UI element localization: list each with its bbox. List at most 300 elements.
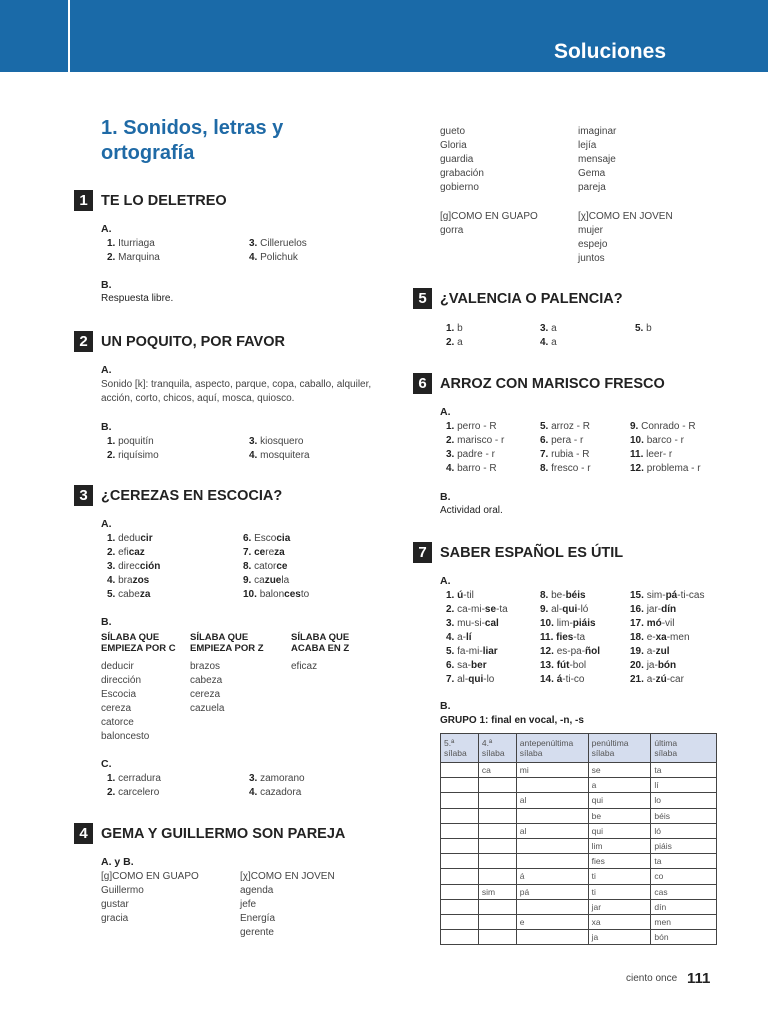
chapter-title-line1: 1. Sonidos, letras y [101, 117, 284, 139]
syllable: a- [646, 646, 656, 657]
syllable-bold: za [274, 547, 285, 558]
item-number: 3. [107, 561, 116, 572]
section-title: UN POQUITO, POR FAVOR [101, 333, 285, 350]
item-text: pera - r [551, 435, 584, 446]
stressed-syllable: lí [466, 632, 472, 643]
item-number: 3. [249, 436, 258, 447]
item-number: 15. [630, 590, 647, 601]
item-text: poquitín [118, 436, 154, 447]
syllable: ja- [646, 660, 658, 671]
column-header: 5.ª sílaba [441, 734, 479, 763]
table-cell [478, 914, 516, 929]
syllable: es-pa- [556, 646, 586, 657]
item-number: 2. [107, 252, 116, 263]
list-item: pareja [578, 182, 606, 193]
item-number: 3. [540, 323, 549, 334]
table-cell: xa [588, 914, 651, 929]
item-number: 11. [630, 449, 644, 460]
header-bar [0, 0, 768, 72]
table-cell: á [516, 869, 588, 884]
item-text: kiosquero [260, 436, 304, 447]
item-number: 18. [630, 632, 647, 643]
list-item [243, 574, 309, 588]
list-item: gueto [440, 126, 466, 137]
column-header: [g]COMO EN GUAPO [440, 211, 538, 222]
syllable: mu-si- [457, 618, 485, 629]
list-item: brazos [190, 661, 221, 672]
section-2-heading [74, 331, 285, 352]
syllable: be- [551, 590, 566, 601]
syllable: fa-mi- [457, 646, 483, 657]
item-number: 1. [107, 773, 116, 784]
list-item [630, 659, 704, 673]
table-cell [441, 778, 479, 793]
item-number: 1. [446, 590, 458, 601]
item-text: arroz - R [551, 421, 591, 432]
column-header: SÍLABA QUE [190, 632, 249, 643]
syllable: to [300, 589, 310, 600]
footer-text: ciento once [626, 973, 678, 984]
item-number: 7. [446, 674, 458, 685]
list-item: grabación [440, 168, 484, 179]
syllable: efi [118, 547, 129, 558]
section-number: 3 [74, 485, 93, 506]
stressed-syllable: liar [482, 646, 498, 657]
item-number: 2. [446, 604, 458, 615]
table-row [441, 838, 717, 853]
table-cell: cas [651, 884, 717, 899]
s1-a-col1 [107, 237, 160, 265]
list-item: eficaz [291, 661, 318, 672]
syllable: sa- [457, 660, 472, 671]
item-number: 4. [249, 450, 258, 461]
column-header: ACABA EN Z [291, 643, 350, 654]
list-item [540, 589, 600, 603]
s7-a-label: A. [440, 575, 451, 587]
table-cell: pá [516, 884, 588, 899]
list-item: jefe [240, 899, 257, 910]
table-cell: jar [588, 899, 651, 914]
table-cell: sim [478, 884, 516, 899]
table-row [441, 778, 717, 793]
syllable: Esco [254, 533, 277, 544]
table-cell [441, 899, 479, 914]
column-header: [χ]COMO EN JOVEN [578, 211, 673, 222]
syllable-bold: ce [276, 561, 288, 572]
list-item [540, 617, 600, 631]
table-cell [441, 808, 479, 823]
table-cell [516, 778, 588, 793]
s2-a-line2: acción, corto, chicos, aquí, mosca, quiosco. [101, 393, 295, 404]
table-cell: lim [588, 838, 651, 853]
s4-cont-col1 [440, 125, 484, 195]
table-cell [441, 838, 479, 853]
item-number: 8. [540, 463, 549, 474]
table-cell [441, 884, 479, 899]
list-item [540, 659, 600, 673]
s2-a-text [101, 378, 371, 406]
item-number: 8. [243, 561, 252, 572]
chapter-title-line2: ortografía [101, 142, 195, 164]
list-item [630, 589, 704, 603]
item-text: leer- r [646, 449, 673, 460]
item-number: 6. [446, 660, 458, 671]
table-cell: bón [651, 930, 717, 945]
table-cell [478, 778, 516, 793]
item-number: 2. [446, 337, 455, 348]
list-item: deducir [101, 661, 134, 672]
item-number: 1. [446, 421, 455, 432]
list-item: gracia [101, 913, 129, 924]
list-item [107, 560, 160, 574]
table-cell: al [516, 793, 588, 808]
table-cell: ta [651, 763, 717, 778]
syllable-bold: za [139, 589, 151, 600]
table-cell: ti [588, 869, 651, 884]
item-text: b [457, 323, 463, 334]
s4-cont-g-col [440, 210, 538, 238]
section-number: 1 [74, 190, 93, 211]
stressed-syllable: bón [657, 660, 677, 671]
section-6-heading [413, 373, 665, 394]
s3-c-label: C. [101, 758, 112, 770]
section-number: 2 [74, 331, 93, 352]
s3-c-col2 [249, 772, 305, 800]
list-item [243, 560, 309, 574]
s2-a-line1: Sonido [k]: tranquila, aspecto, parque, copa, caballo, alquiler, [101, 379, 372, 390]
item-text: Cilleruelos [260, 238, 307, 249]
s3-b-col2 [190, 660, 224, 716]
syllable-table [440, 733, 717, 945]
item-text: rubia - R [551, 449, 590, 460]
list-item: cereza [101, 703, 132, 714]
list-item: agenda [240, 885, 274, 896]
item-number: 11. [540, 632, 557, 643]
list-item [540, 631, 600, 645]
list-item [243, 532, 309, 546]
stressed-syllable: ú [457, 590, 464, 601]
list-item: juntos [578, 253, 605, 264]
item-text: zamorano [260, 773, 305, 784]
table-cell: men [651, 914, 717, 929]
table-cell: qui [588, 793, 651, 808]
syllable: lim- [556, 618, 573, 629]
syllable: direc [118, 561, 140, 572]
s4-x-col [240, 870, 335, 940]
list-item: gorra [440, 225, 464, 236]
item-number: 10. [540, 618, 557, 629]
list-item [540, 673, 600, 687]
list-item: lejía [578, 140, 597, 151]
list-item [630, 645, 704, 659]
stressed-syllable: fies [556, 632, 574, 643]
s5-col3 [635, 322, 652, 336]
syllable: ca [254, 575, 265, 586]
table-cell [478, 838, 516, 853]
s3-c-col1 [107, 772, 161, 800]
table-cell [516, 899, 588, 914]
item-number: 12. [630, 463, 644, 474]
list-item: espejo [578, 239, 608, 250]
syllable: a- [646, 674, 656, 685]
table-cell: ti [588, 884, 651, 899]
column-header: EMPIEZA POR Z [190, 643, 264, 654]
table-cell [478, 823, 516, 838]
list-item [446, 631, 508, 645]
stressed-syllable: pá [665, 590, 678, 601]
list-item: Escocia [101, 689, 137, 700]
item-text: b [646, 323, 652, 334]
list-item: mensaje [578, 154, 616, 165]
s2-b-col1 [107, 435, 159, 463]
table-cell [478, 869, 516, 884]
list-item [446, 589, 508, 603]
stressed-syllable: se [484, 604, 497, 615]
section-title: GEMA Y GUILLERMO SON PAREJA [101, 825, 346, 842]
list-item [446, 659, 508, 673]
item-number: 7. [243, 547, 252, 558]
section-title: ¿CEREZAS EN ESCOCIA? [101, 487, 283, 504]
section-7-heading [413, 542, 623, 563]
s1-b-text: Respuesta libre. [101, 293, 174, 304]
s7-col3 [630, 589, 704, 687]
item-text: a [457, 337, 463, 348]
s3-b-col3 [291, 660, 317, 674]
table-row [441, 793, 717, 808]
syllable-bold: cia [276, 533, 291, 544]
list-item [446, 645, 508, 659]
stressed-syllable: piáis [572, 618, 596, 629]
stressed-syllable: á [556, 674, 563, 685]
stressed-syllable: cal [484, 618, 499, 629]
table-cell: a [588, 778, 651, 793]
table-cell: e [516, 914, 588, 929]
s6-col2 [540, 420, 591, 476]
table-row [441, 899, 717, 914]
syllable: re [265, 547, 275, 558]
syllable: al- [551, 604, 563, 615]
table-cell [441, 793, 479, 808]
item-number: 4. [107, 575, 116, 586]
item-number: 9. [540, 604, 552, 615]
syllable: -ta [573, 632, 586, 643]
table-body [441, 763, 717, 945]
table-row [441, 823, 717, 838]
list-item: gerente [240, 927, 274, 938]
s5-col1 [446, 322, 463, 350]
item-number: 10. [243, 589, 257, 600]
table-row [441, 763, 717, 778]
s6-b-label: B. [440, 491, 451, 503]
table-row [441, 884, 717, 899]
item-text: problema - r [646, 463, 701, 474]
table-cell: ló [651, 823, 717, 838]
column-header: 4.ª sílaba [478, 734, 516, 763]
s7-group-title: GRUPO 1: final en vocal, -n, -s [440, 715, 584, 726]
table-cell: ta [651, 854, 717, 869]
item-text: Conrado - R [641, 421, 696, 432]
stressed-syllable: mó [646, 618, 662, 629]
item-text: carcelero [118, 787, 160, 798]
stressed-syllable: béis [565, 590, 586, 601]
item-number: 1. [107, 238, 116, 249]
syllable: ca-mi- [457, 604, 485, 615]
syllable-bold: caz [128, 547, 145, 558]
list-item: mujer [578, 225, 604, 236]
table-cell [478, 854, 516, 869]
syllable: -vil [661, 618, 675, 629]
list-item [540, 603, 600, 617]
item-text: cazadora [260, 787, 302, 798]
s7-col1 [446, 589, 508, 687]
list-item: baloncesto [101, 731, 150, 742]
column-header: [g]COMO EN GUAPO [101, 871, 199, 882]
s6-b-text: Actividad oral. [440, 505, 503, 516]
list-item [107, 532, 160, 546]
item-number: 5. [107, 589, 116, 600]
s5-col2 [540, 322, 557, 350]
item-number: 13. [540, 660, 557, 671]
item-number: 2. [446, 435, 455, 446]
table-cell [441, 823, 479, 838]
stressed-syllable: dín [661, 604, 677, 615]
table-cell [441, 854, 479, 869]
item-text: mosquitera [260, 450, 310, 461]
s6-col1 [446, 420, 504, 476]
s6-col3 [630, 420, 701, 476]
syllable: -bol [569, 660, 587, 671]
syllable: -ti-cas [677, 590, 705, 601]
syllable: la [281, 575, 290, 586]
table-cell: qui [588, 823, 651, 838]
item-text: Marquina [118, 252, 160, 263]
table-cell [516, 838, 588, 853]
table-cell [478, 793, 516, 808]
item-number: 12. [540, 646, 557, 657]
item-number: 5. [635, 323, 644, 334]
s3-a-col2 [243, 532, 309, 602]
item-text: fresco - r [551, 463, 591, 474]
item-number: 7. [540, 449, 549, 460]
item-text: riquísimo [118, 450, 159, 461]
s2-b-col2 [249, 435, 310, 463]
item-number: 4. [446, 632, 458, 643]
item-number: 5. [446, 646, 458, 657]
item-text: cerradura [118, 773, 161, 784]
list-item [630, 603, 704, 617]
item-number: 3. [249, 238, 258, 249]
list-item [446, 673, 508, 687]
table-cell: co [651, 869, 717, 884]
item-number: 4. [249, 787, 258, 798]
syllable: balon [259, 589, 285, 600]
list-item [630, 673, 704, 687]
list-item [446, 617, 508, 631]
item-number: 19. [630, 646, 647, 657]
syllable-bold: ción [139, 561, 161, 572]
s2-b-label: B. [101, 421, 112, 433]
list-item [446, 603, 508, 617]
stressed-syllable: ñol [585, 646, 601, 657]
table-row [441, 854, 717, 869]
item-text: Iturriaga [118, 238, 155, 249]
table-header-row [441, 734, 717, 763]
table-row [441, 808, 717, 823]
column-header: [χ]COMO EN JOVEN [240, 871, 335, 882]
list-item: Gloria [440, 140, 467, 151]
item-text: Polichuk [260, 252, 298, 263]
table-cell [441, 930, 479, 945]
section-title: ¿VALENCIA O PALENCIA? [440, 290, 623, 307]
syllable-bold: cir [140, 533, 153, 544]
item-number: 2. [107, 787, 116, 798]
syllable: e- [646, 632, 656, 643]
item-number: 6. [243, 533, 252, 544]
list-item: Energía [240, 913, 276, 924]
section-title: ARROZ CON MARISCO FRESCO [440, 375, 665, 392]
s4-cont-x-col [578, 210, 673, 266]
section-number: 7 [413, 542, 432, 563]
section-5-heading [413, 288, 623, 309]
table-cell: ja [588, 930, 651, 945]
section-number: 5 [413, 288, 432, 309]
table-cell [441, 763, 479, 778]
list-item: guardia [440, 154, 474, 165]
s6-a-label: A. [440, 406, 451, 418]
list-item: catorce [101, 717, 134, 728]
stressed-syllable: fút [556, 660, 570, 671]
s4-ab-label: A. y B. [101, 856, 134, 868]
stressed-syllable: ber [471, 660, 487, 671]
item-text: marisco - r [457, 435, 505, 446]
table-cell [516, 930, 588, 945]
s3-b-head-3 [291, 632, 349, 654]
table-cell: dín [651, 899, 717, 914]
column-header: SÍLABA QUE [101, 632, 160, 643]
s7-col2 [540, 589, 600, 687]
syllable: -ta [496, 604, 508, 615]
item-number: 4. [540, 337, 549, 348]
item-number: 3. [249, 773, 258, 784]
stressed-syllable: qui [468, 674, 484, 685]
table-cell: se [588, 763, 651, 778]
table-cell: lí [651, 778, 717, 793]
section-number: 4 [74, 823, 93, 844]
syllable-bold: zue [264, 575, 282, 586]
item-number: 2. [107, 547, 116, 558]
table-row [441, 914, 717, 929]
syllable: -car [666, 674, 684, 685]
item-number: 1. [446, 323, 455, 334]
syllable-bold: ce [254, 547, 266, 558]
page-title: Soluciones [553, 40, 666, 63]
item-number: 6. [540, 435, 549, 446]
header-divider [68, 0, 70, 72]
syllable: bra [118, 575, 133, 586]
chapter-title [101, 116, 283, 166]
column-header: penúltima sílaba [588, 734, 651, 763]
syllable: cator [254, 561, 277, 572]
item-number: 9. [630, 421, 639, 432]
list-item [107, 546, 160, 560]
list-item: gustar [101, 899, 129, 910]
item-number: 3. [446, 618, 458, 629]
item-number: 4. [249, 252, 258, 263]
s4-cont-col2 [578, 125, 616, 195]
table-cell: al [516, 823, 588, 838]
item-text: padre - r [457, 449, 495, 460]
list-item: cazuela [190, 703, 225, 714]
